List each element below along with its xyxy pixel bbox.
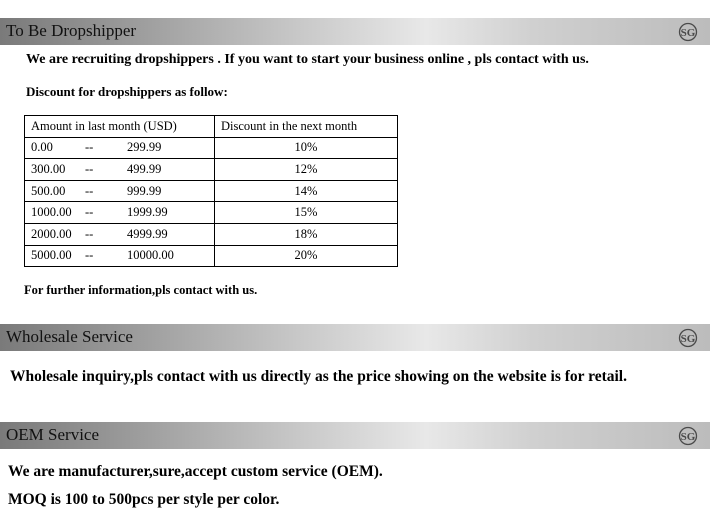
amount-from: 0.00 [31,140,53,155]
discount-cell: 15% [215,202,398,224]
discount-cell: 18% [215,223,398,245]
header-amount: Amount in last month (USD) [25,116,215,138]
section-banner-dropshipper [0,18,710,45]
sg-monogram-icon [678,328,698,348]
amount-range-cell [25,223,215,245]
amount-to: 1999.99 [127,205,168,220]
table-header-row [25,116,398,138]
sg-monogram-icon [678,22,698,42]
range-separator: -- [85,161,94,176]
table-row [25,245,398,267]
oem-line-1: We are manufacturer,sure,accept custom service (OEM). [8,463,383,480]
dropshipper-footer: For further information,pls contact with us. [24,283,258,297]
svg-text:SG: SG [680,431,696,443]
header-discount: Discount in the next month [215,116,398,138]
discount-cell: 20% [215,245,398,267]
amount-from: 2000.00 [31,226,72,241]
section-title-dropshipper: To Be Dropshipper [6,21,137,40]
amount-range-cell [25,180,215,202]
section-title-oem: OEM Service [6,425,100,444]
oem-line-2: MOQ is 100 to 500pcs per style per color. [8,491,280,508]
amount-to: 299.99 [127,140,162,155]
amount-from: 5000.00 [31,248,72,263]
amount-from: 1000.00 [31,205,72,220]
amount-range-cell [25,202,215,224]
range-separator: -- [85,248,94,263]
section-title-wholesale: Wholesale Service [6,327,133,346]
amount-to: 4999.99 [127,226,168,241]
amount-to: 999.99 [127,183,162,198]
amount-from: 500.00 [31,183,66,198]
section-banner-oem [0,422,710,449]
section-banner-wholesale [0,324,710,351]
amount-from: 300.00 [31,161,66,176]
table-row [25,159,398,181]
range-separator: -- [85,183,94,198]
discount-heading: Discount for dropshippers as follow: [26,84,228,99]
wholesale-body: Wholesale inquiry,pls contact with us directly as the price showing on the website is for retail. [10,368,627,385]
amount-range-cell [25,159,215,181]
svg-text:SG: SG [680,333,696,345]
discount-table [24,115,398,267]
table-row [25,180,398,202]
table-row [25,223,398,245]
dropshipper-intro: We are recruiting dropshippers . If you want to start your business online , pls contact with us. [26,52,589,67]
sg-monogram-icon [678,426,698,446]
amount-to: 10000.00 [127,248,174,263]
amount-to: 499.99 [127,161,162,176]
range-separator: -- [85,140,94,155]
discount-cell: 10% [215,137,398,159]
discount-cell: 14% [215,180,398,202]
discount-cell: 12% [215,159,398,181]
table-row [25,137,398,159]
amount-range-cell [25,245,215,267]
range-separator: -- [85,205,94,220]
table-row [25,202,398,224]
amount-range-cell [25,137,215,159]
range-separator: -- [85,226,94,241]
svg-text:SG: SG [680,27,696,39]
